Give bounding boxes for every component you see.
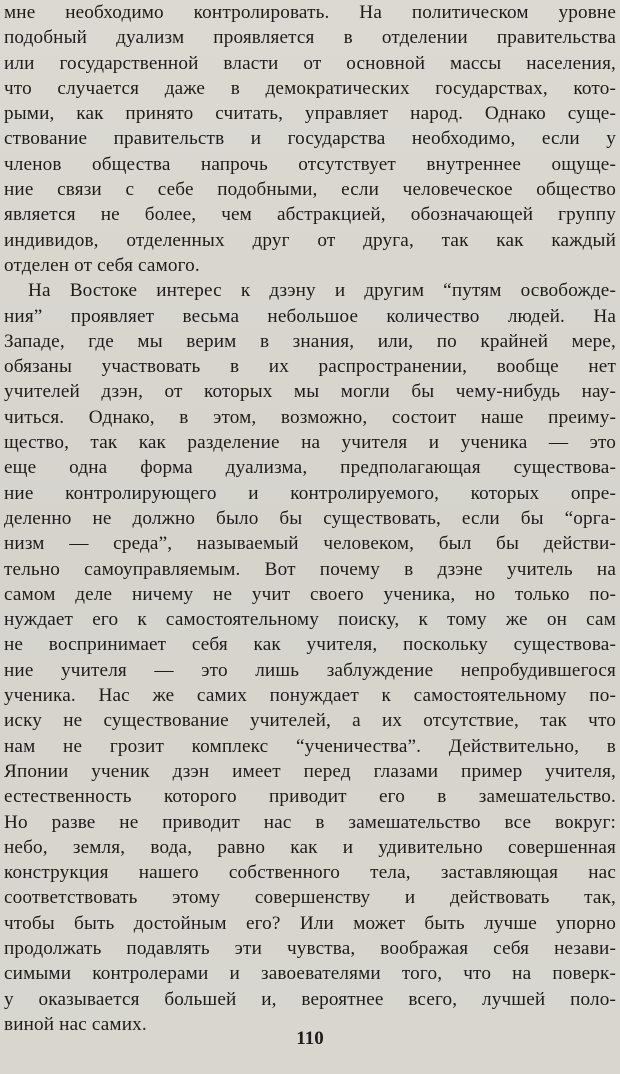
text-line: симыми контролерами и завоевателями того, что на поверк- — [4, 963, 616, 985]
text-line: мне необходимо контролировать. На политическом уровне — [4, 2, 616, 23]
text-line: Но разве не приводит нас в замешательство все вокруг: — [4, 811, 616, 833]
text-line: виной нас самих. — [4, 1013, 147, 1035]
text-line: Японии ученик дзэн имеет перед глазами пример учителя, — [4, 760, 616, 782]
text-line: естественность которого приводит его в замешательство. — [4, 786, 616, 808]
text-line: отделен от себя самого. — [4, 254, 200, 276]
text-line: рыми, как принято считать, управляет народ. Однако суще- — [4, 103, 616, 125]
paragraph-2 — [4, 278, 616, 1037]
text-line: деленно не должно было бы существовать, если бы “орга- — [4, 507, 616, 529]
text-line: не воспринимает себя как учителя, поскольку существова- — [4, 634, 616, 656]
text-line: или государственной власти от основной массы населения, — [4, 52, 616, 74]
text-line: индивидов, отделенных друг от друга, так как каждый — [4, 229, 616, 251]
text-line: На Востоке интерес к дзэну и другим “путям освобожде- — [28, 280, 616, 302]
text-line: ние контролирующего и контролируемого, которых опре- — [4, 482, 616, 504]
body-text — [4, 0, 616, 1037]
text-line: нуждает его к самостоятельному поиску, к тому же он сам — [4, 609, 616, 631]
text-line: соответствовать этому совершенству и действовать так, — [4, 887, 616, 909]
text-line: ученика. Нас же самих понуждает к самостоятельному по- — [4, 685, 616, 707]
text-line: щество, так как разделение на учителя и ученика — это — [4, 432, 616, 454]
paragraph-1 — [4, 0, 616, 278]
text-line: самом деле ничему не учит своего ученика, но только по- — [4, 583, 616, 605]
text-line: Западе, где мы верим в знания, или, по крайней мере, — [4, 330, 616, 352]
text-line: читься. Однако, в этом, возможно, состоит наше преиму- — [4, 406, 616, 428]
text-line: иску не существование учителей, а их отсутствие, так что — [4, 710, 616, 732]
page-number: 110 — [296, 1028, 324, 1049]
text-line: ствование правительств и государства необходимо, если у — [4, 128, 616, 150]
text-line: еще одна форма дуализма, предполагающая существова- — [4, 457, 616, 479]
text-line: ние связи с себе подобными, если человеческое общество — [4, 179, 616, 201]
text-line: что случается даже в демократических государствах, кото- — [4, 77, 616, 99]
text-line: конструкция нашего собственного тела, заставляющая нас — [4, 862, 616, 884]
text-line: обязаны участвовать в их распространении, вообще нет — [4, 356, 616, 378]
text-line: является не более, чем абстракцией, обозначающей группу — [4, 204, 616, 226]
text-line: подобный дуализм проявляется в отделении правительства — [4, 27, 616, 49]
text-line: небо, земля, вода, равно как и удивительно совершенная — [4, 836, 616, 858]
text-line: нам не грозит комплекс “ученичества”. Действительно, в — [4, 735, 616, 757]
text-line: низм — среда”, называемый человеком, был бы действи- — [4, 533, 616, 555]
text-line: ние учителя — это лишь заблуждение непробудившегося — [4, 659, 616, 681]
text-line: учителей дзэн, от которых мы могли бы чему-нибудь нау- — [4, 381, 616, 403]
text-line: чтобы быть достойным его? Или может быть лучше упорно — [4, 912, 616, 934]
text-line: у оказывается большей и, вероятнее всего, лучшей поло- — [4, 988, 616, 1010]
text-line: тельно самоуправляемым. Вот почему в дзэне учитель на — [4, 558, 616, 580]
text-line: продолжать подавлять эти чувства, воображая себя незави- — [4, 937, 616, 959]
text-line: ния” проявляет весьма небольшое количество людей. На — [4, 305, 616, 327]
text-line: членов общества напрочь отсутствует внутреннее ощуще- — [4, 153, 616, 175]
